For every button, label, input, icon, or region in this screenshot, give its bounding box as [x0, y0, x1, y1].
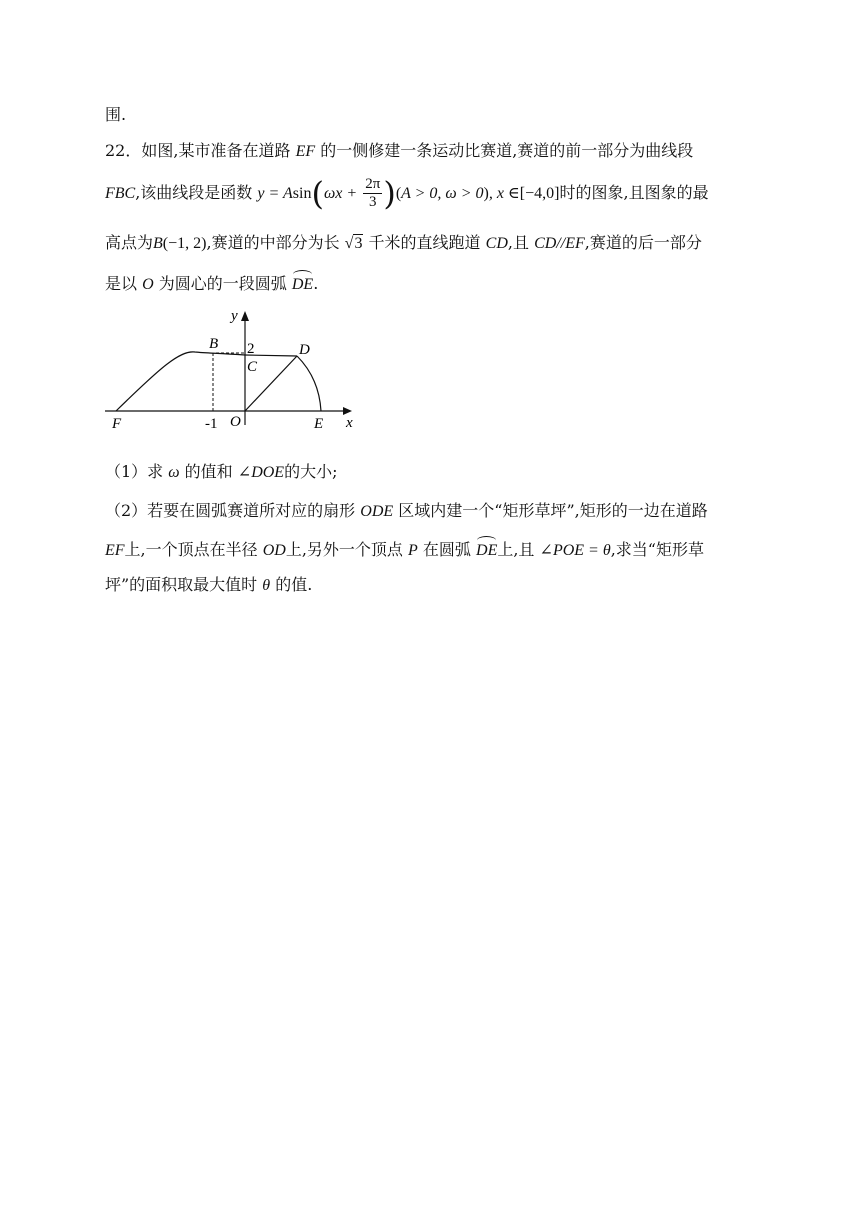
- text: ,求当“矩形草: [610, 540, 704, 559]
- sqrt-radicand: 3: [354, 235, 363, 252]
- function-lhs: y = A: [257, 185, 293, 202]
- text: 上,一个顶点在半径: [124, 540, 258, 559]
- text: 的一侧修建一条运动比赛道,赛道的前一部分为曲线段: [320, 141, 694, 160]
- x-axis-arrow-icon: [343, 407, 352, 415]
- label-d: D: [299, 342, 310, 358]
- sqrt-expression: [345, 232, 364, 255]
- text: 的值.: [275, 575, 313, 594]
- text: （1）求: [105, 462, 164, 481]
- label-e: E: [314, 416, 324, 432]
- theta-symbol: θ: [262, 577, 271, 594]
- fraction: [363, 176, 382, 211]
- text: .: [313, 274, 319, 293]
- paren-close-icon: ): [383, 174, 396, 213]
- text: ,赛道的后一部分: [584, 233, 702, 252]
- problem-line-2: [105, 173, 709, 213]
- problem-line-4: [105, 273, 318, 296]
- label-2: 2: [247, 341, 255, 357]
- sector-ode: ODE: [360, 503, 394, 520]
- text: 上,且: [497, 540, 535, 559]
- domain-interval: −4,0: [525, 185, 555, 202]
- paren-open-icon: (: [395, 185, 402, 202]
- road-ef: EF: [105, 542, 125, 559]
- conditions: A > 0, ω > 0: [401, 185, 484, 202]
- paren-close-icon: ): [483, 185, 489, 202]
- label-x: x: [346, 415, 353, 431]
- label-b: B: [209, 336, 219, 352]
- text: 千米的直线跑道: [368, 233, 481, 252]
- omega-symbol: ω: [168, 464, 180, 481]
- fraction-denominator: 3: [369, 194, 377, 210]
- curve-fbc-path: [116, 352, 245, 411]
- problem-number: 22．: [105, 141, 142, 160]
- text: ,赛道的中部分为长: [206, 233, 340, 252]
- function-sin: sin: [292, 185, 312, 202]
- radius-od: OD: [262, 542, 286, 559]
- text: 上,另外一个顶点: [285, 540, 403, 559]
- text: 是以: [105, 274, 138, 293]
- domain-prefix: , x ∈: [488, 185, 520, 202]
- parallel-relation: CD//EF: [534, 235, 585, 252]
- point-p: P: [408, 542, 418, 559]
- angle-doe: ∠DOE: [237, 464, 285, 481]
- question-2-line-1: [105, 500, 708, 523]
- text: ,该曲线段是函数: [135, 183, 253, 202]
- label-o: O: [230, 414, 241, 430]
- sqrt-icon: √: [344, 235, 354, 252]
- text: 的大小;: [284, 462, 338, 481]
- bracket-open-icon: [: [519, 185, 526, 202]
- road-ef: EF: [295, 143, 316, 160]
- text: ,且: [507, 233, 529, 252]
- bracket-close-icon: ]: [554, 185, 560, 202]
- text: 区域内建一个“矩形草坪”,矩形的一边在道路: [398, 501, 708, 520]
- center-o: O: [142, 276, 154, 293]
- text: 高点为: [105, 233, 154, 252]
- paren-open-icon: (: [311, 174, 324, 213]
- problem-line-1: [105, 140, 693, 163]
- arc-de: DE: [292, 274, 313, 296]
- text: 时的图象,且图象的最: [559, 183, 709, 202]
- arc-de: DE: [476, 540, 497, 562]
- question-2-line-3: [105, 574, 312, 597]
- y-axis-arrow-icon: [241, 311, 249, 321]
- text: 在圆弧: [422, 540, 471, 559]
- text: （2）若要在圆弧赛道所对应的扇形: [105, 501, 356, 520]
- point-b-coords: −1, 2: [168, 235, 202, 252]
- point-b: B: [153, 235, 163, 252]
- figure-diagram: [100, 300, 370, 440]
- question-2-line-2: [105, 539, 704, 562]
- angle-poe: ∠POE = θ: [539, 542, 611, 559]
- label-y: y: [231, 308, 238, 324]
- text: 为圆心的一段圆弧: [158, 274, 287, 293]
- label-minus-1: -1: [205, 416, 218, 432]
- label-f: F: [112, 416, 122, 432]
- text: 如图,某市准备在道路: [141, 141, 291, 160]
- segment-cd: CD: [485, 235, 508, 252]
- fraction-numerator: 2π: [365, 176, 381, 192]
- problem-line-3: 高点为B(−1, 2),赛道的中部分为长 √3 千米的直线跑道 CD,且 CD//EF,赛道的后一部分: [105, 232, 702, 255]
- question-1: [105, 461, 337, 484]
- label-c: C: [247, 359, 258, 375]
- curve-fbc: FBC: [105, 185, 136, 202]
- arc-de-path: [297, 356, 321, 411]
- text: 坪”的面积取最大值时: [105, 575, 258, 594]
- intro-tail: 围.: [105, 105, 127, 124]
- function-arg: ωx +: [323, 185, 358, 202]
- text: 的值和: [184, 462, 233, 481]
